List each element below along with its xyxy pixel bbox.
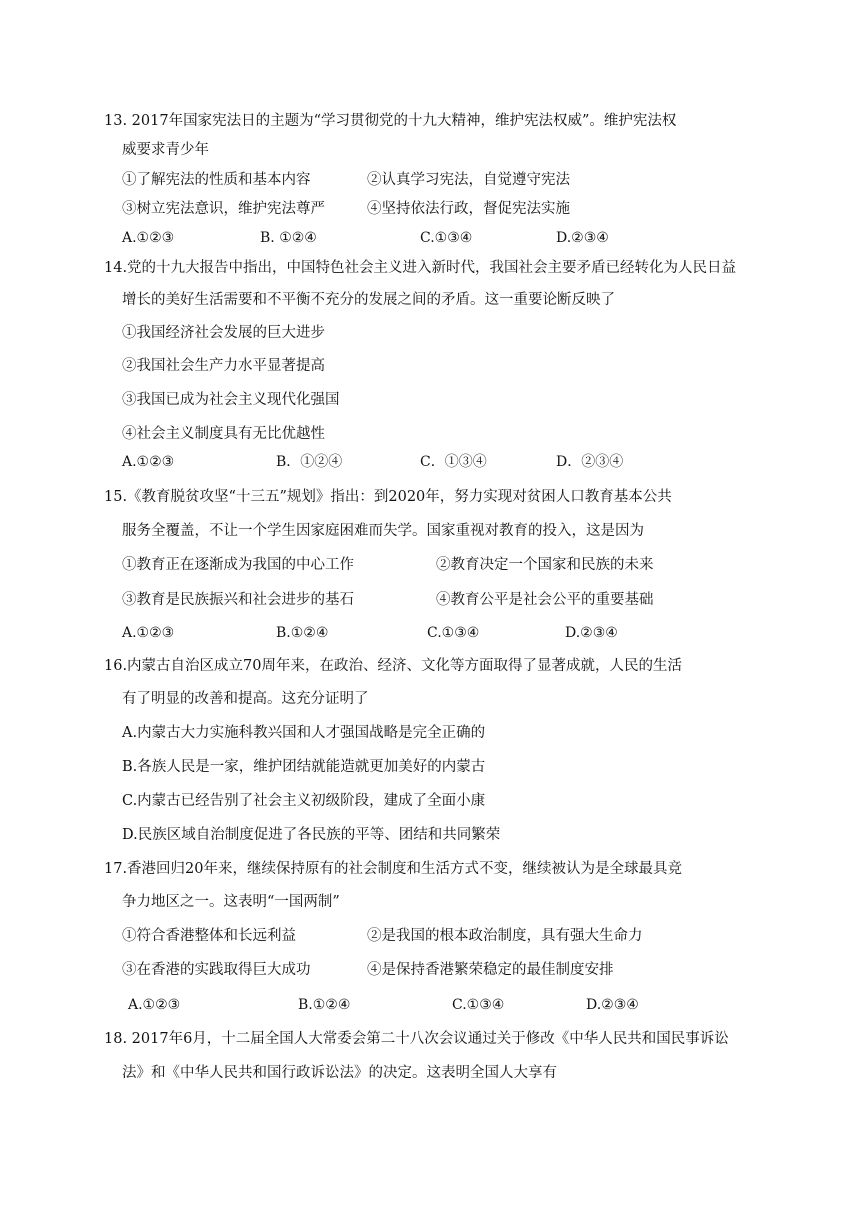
answer-option: B.①②④ [298, 997, 351, 1013]
statement-item: ④社会主义制度具有无比优越性 [122, 426, 325, 442]
statement-item: ③在香港的实践取得巨大成功 [122, 962, 311, 978]
statement-item: ①了解宪法的性质和基本内容 [122, 172, 311, 188]
answer-option: B.①②④ [276, 625, 329, 641]
question-stem: 14.党的十九大报告中指出，中国特色社会主义进入新时代，我国社会主要矛盾已经转化为人民日益 [104, 260, 737, 276]
statement-item: ④坚持依法行政，督促宪法实施 [367, 201, 570, 217]
answer-option: A.①②③ [122, 625, 175, 641]
answer-option: D.②③④ [556, 230, 609, 246]
question-stem: 服务全覆盖，不让一个学生因家庭困难而失学。国家重视对教育的投入，这是因为 [122, 523, 644, 539]
statement-item: ④教育公平是社会公平的重要基础 [436, 592, 654, 608]
statement-item: ②是我国的根本政治制度，具有强大生命力 [367, 928, 643, 944]
question-stem: 16.内蒙古自治区成立70周年来，在政治、经济、文化等方面取得了显著成就，人民的生活 [104, 658, 683, 674]
statement-item: ②我国社会生产力水平显著提高 [122, 358, 325, 374]
statement-item: ①我国经济社会发展的巨大进步 [122, 325, 325, 341]
statement-item: ①教育正在逐渐成为我国的中心工作 [122, 557, 354, 573]
question-stem: 18. 2017年6月，十二届全国人大常委会第二十八次会议通过关于修改《中华人民共和国民事诉讼 [104, 1031, 729, 1047]
answer-option: D.民族区域自治制度促进了各民族的平等、团结和共同繁荣 [122, 827, 501, 843]
answer-option: D．②③④ [556, 454, 624, 470]
answer-option: A.①②③ [122, 230, 175, 246]
question-stem: 13. 2017年国家宪法日的主题为“学习贯彻党的十九大精神，维护宪法权威”。维护宪法权 [104, 113, 677, 129]
statement-item: ②教育决定一个国家和民族的未来 [436, 557, 654, 573]
answer-option: B. ①②④ [260, 230, 317, 246]
question-stem: 威要求青少年 [122, 142, 209, 158]
statement-item: ③教育是民族振兴和社会进步的基石 [122, 592, 354, 608]
answer-option: A.①②③ [122, 454, 175, 470]
answer-option: C.内蒙古已经告别了社会主义初级阶段，建成了全面小康 [122, 793, 486, 809]
statement-item: ①符合香港整体和长远利益 [122, 928, 296, 944]
question-stem: 有了明显的改善和提高。这充分证明了 [122, 691, 369, 707]
statement-item: ②认真学习宪法，自觉遵守宪法 [367, 172, 570, 188]
answer-option: A.内蒙古大力实施科教兴国和人才强国战略是完全正确的 [122, 725, 486, 741]
answer-option: C.①③④ [427, 625, 480, 641]
answer-option: A.①②③ [128, 997, 181, 1013]
answer-option: C.①③④ [420, 230, 473, 246]
statement-item: ③我国已成为社会主义现代化强国 [122, 392, 340, 408]
question-stem: 增长的美好生活需要和不平衡不充分的发展之间的矛盾。这一重要论断反映了 [122, 292, 615, 308]
question-stem: 15.《教育脱贫攻坚“十三五”规划》指出：到2020年，努力实现对贫困人口教育基本公共 [104, 489, 672, 505]
answer-option: D.②③④ [586, 997, 639, 1013]
question-stem: 法》和《中华人民共和国行政诉讼法》的决定。这表明全国人大享有 [122, 1065, 557, 1081]
statement-item: ④是保持香港繁荣稳定的最佳制度安排 [367, 962, 614, 978]
answer-option: B.各族人民是一家，维护团结就能造就更加美好的内蒙古 [122, 759, 486, 775]
question-stem: 争力地区之一。这表明“一国两制” [122, 894, 340, 910]
answer-option: D.②③④ [565, 625, 618, 641]
answer-option: C．①③④ [420, 454, 487, 470]
answer-option: C.①③④ [452, 997, 505, 1013]
question-stem: 17.香港回归20年来，继续保持原有的社会制度和生活方式不变，继续被认为是全球最具竞 [104, 861, 683, 877]
statement-item: ③树立宪法意识，维护宪法尊严 [122, 201, 325, 217]
answer-option: B．①②④ [276, 454, 343, 470]
